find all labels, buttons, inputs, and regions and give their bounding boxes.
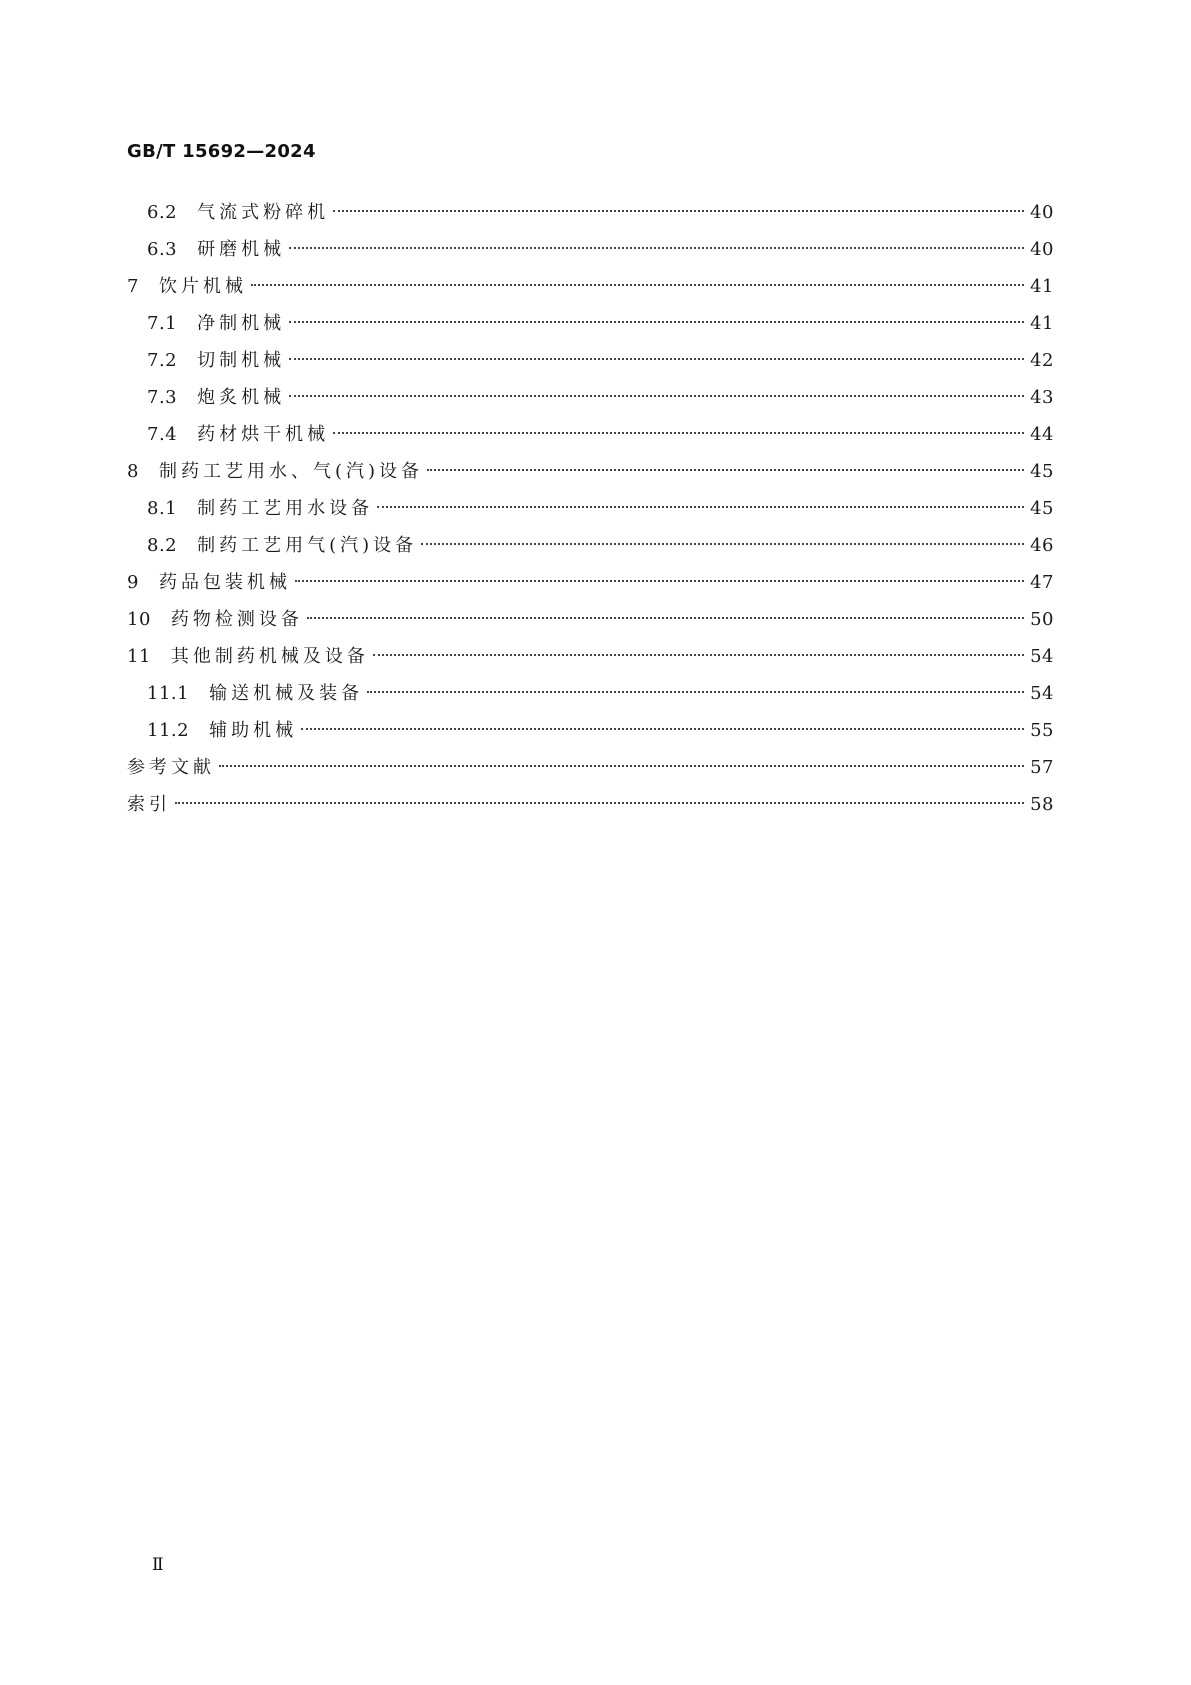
toc-entry-number: 8 — [127, 461, 139, 482]
dot-leader — [301, 728, 1024, 730]
dot-leader — [289, 321, 1024, 323]
dot-leader — [219, 765, 1024, 767]
toc-entry-number: 7.4 — [147, 424, 178, 445]
dot-leader — [175, 802, 1024, 804]
toc-entry-title: 药材烘干机械 — [197, 424, 330, 445]
toc-entry-number: 8.1 — [147, 498, 178, 519]
toc-entry-page: 54 — [1030, 683, 1054, 704]
toc-entry-title: 饮片机械 — [158, 276, 247, 297]
dot-leader — [367, 691, 1024, 693]
toc-entry-number: 8.2 — [147, 535, 178, 556]
dot-leader — [373, 654, 1024, 656]
toc-entry-title: 辅助机械 — [209, 720, 298, 741]
toc-entry[interactable] — [127, 231, 1054, 268]
dot-leader — [377, 506, 1024, 508]
dot-leader — [333, 432, 1024, 434]
toc-entry-number: 7.1 — [147, 313, 178, 334]
toc-entry[interactable] — [127, 786, 1054, 823]
dot-leader — [333, 210, 1024, 212]
toc-entry-page: 44 — [1030, 424, 1054, 445]
dot-leader — [289, 395, 1024, 397]
toc-entry-title: 参考文献 — [127, 757, 215, 778]
toc-entry[interactable] — [127, 268, 1054, 305]
toc-entry-title: 制药工艺用水、气(汽)设备 — [158, 461, 423, 482]
toc-entry-page: 57 — [1030, 757, 1054, 778]
toc-entry[interactable] — [127, 564, 1054, 601]
toc-entry-number: 7.3 — [147, 387, 178, 408]
toc-entry[interactable] — [127, 601, 1054, 638]
toc-entry-number: 11.2 — [147, 720, 190, 741]
dot-leader — [295, 580, 1024, 582]
dot-leader — [421, 543, 1024, 545]
dot-leader — [427, 469, 1024, 471]
toc-entry-title: 药物检测设备 — [170, 609, 303, 630]
toc-entry[interactable] — [127, 490, 1054, 527]
toc-entry[interactable] — [127, 527, 1054, 564]
toc-entry-title: 制药工艺用水设备 — [197, 498, 374, 519]
dot-leader — [289, 247, 1024, 249]
toc-entry[interactable] — [127, 453, 1054, 490]
toc-entry-title: 药品包装机械 — [158, 572, 291, 593]
toc-entry-title: 制药工艺用气(汽)设备 — [197, 535, 418, 556]
toc-entry-page: 40 — [1030, 239, 1054, 260]
toc-entry-page: 58 — [1030, 794, 1054, 815]
toc-entry[interactable] — [127, 712, 1054, 749]
toc-entry-number: 9 — [127, 572, 139, 593]
toc-entry-page: 42 — [1030, 350, 1054, 371]
toc-entry-title: 索引 — [127, 794, 171, 815]
dot-leader — [289, 358, 1024, 360]
toc-entry-number: 7 — [127, 276, 139, 297]
toc-entry-number: 6.3 — [147, 239, 178, 260]
standard-code: GB/T 15692—2024 — [127, 141, 316, 162]
toc-entry-title: 气流式粉碎机 — [197, 202, 330, 223]
toc-entry[interactable] — [127, 194, 1054, 231]
dot-leader — [307, 617, 1024, 619]
toc-entry-page: 40 — [1030, 202, 1054, 223]
page-number: Ⅱ — [152, 1555, 164, 1575]
toc-entry[interactable] — [127, 342, 1054, 379]
toc-entry-page: 55 — [1030, 720, 1054, 741]
toc-entry-title: 净制机械 — [197, 313, 286, 334]
toc-entry[interactable] — [127, 638, 1054, 675]
toc-entry[interactable] — [127, 379, 1054, 416]
toc-entry[interactable] — [127, 675, 1054, 712]
toc-entry-page: 46 — [1030, 535, 1054, 556]
toc-entry-page: 45 — [1030, 461, 1054, 482]
toc-entry-number: 6.2 — [147, 202, 178, 223]
toc-entry-page: 43 — [1030, 387, 1054, 408]
toc-entry-page: 50 — [1030, 609, 1054, 630]
toc-entry-page: 45 — [1030, 498, 1054, 519]
toc-entry-page: 47 — [1030, 572, 1054, 593]
toc-entry-page: 54 — [1030, 646, 1054, 667]
toc-entry[interactable] — [127, 749, 1054, 786]
toc-entry-title: 输送机械及装备 — [209, 683, 364, 704]
toc-entry-title: 研磨机械 — [197, 239, 286, 260]
toc-entry-title: 其他制药机械及设备 — [170, 646, 369, 667]
toc-entry-number: 11 — [127, 646, 151, 667]
toc-entry-title: 炮炙机械 — [197, 387, 286, 408]
toc-entry-page: 41 — [1030, 313, 1054, 334]
toc-entry[interactable] — [127, 305, 1054, 342]
toc-entry-number: 10 — [127, 609, 151, 630]
toc-entry[interactable] — [127, 416, 1054, 453]
table-of-contents — [127, 194, 1054, 823]
toc-entry-number: 11.1 — [147, 683, 190, 704]
dot-leader — [251, 284, 1024, 286]
toc-entry-page: 41 — [1030, 276, 1054, 297]
toc-entry-number: 7.2 — [147, 350, 178, 371]
toc-entry-title: 切制机械 — [197, 350, 286, 371]
